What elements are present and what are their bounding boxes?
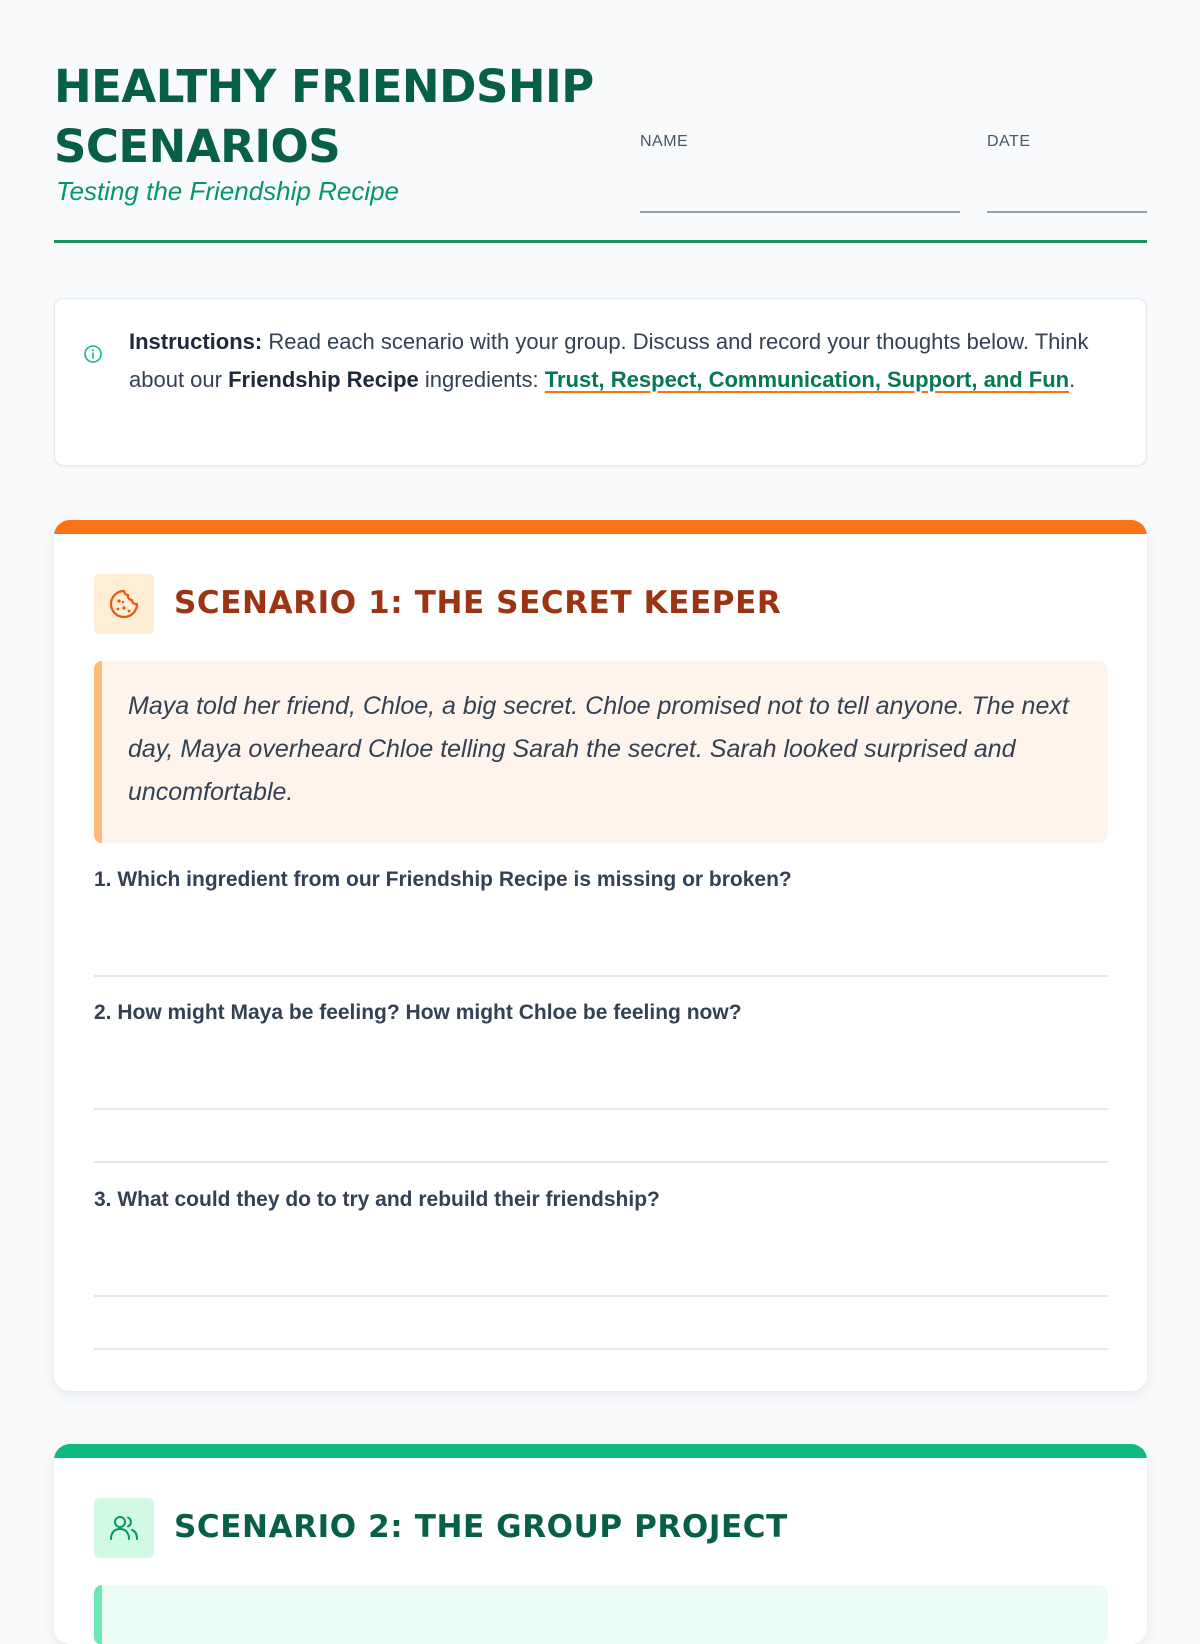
name-field[interactable]: [640, 133, 960, 151]
story-accent-bar: [94, 1585, 102, 1644]
instructions-period: .: [1069, 367, 1076, 392]
scenario-card-1: [54, 520, 1147, 1391]
friendship-recipe-term: Friendship Recipe: [228, 367, 419, 392]
worksheet-header: [54, 0, 1147, 245]
scenario-1-accent-bar: [54, 520, 1147, 534]
scenario-1-story-text: Maya told her friend, Chloe, a big secret. Chloe promised not to tell anyone. The next day, Maya overheard Chloe telling Sarah the secret. Sarah looked surprised and uncomfortable.: [128, 692, 1069, 806]
date-label: DATE: [987, 133, 1031, 150]
date-input-line[interactable]: [987, 211, 1147, 213]
date-field[interactable]: [987, 133, 1147, 151]
instructions-text: [129, 323, 1119, 399]
story-accent-bar: [94, 661, 102, 843]
answer-line-2b[interactable]: [94, 1161, 1108, 1163]
question-3: 3. What could they do to try and rebuild their friendship?: [94, 1188, 660, 1211]
scenario-1-title: SCENARIO 1: THE SECRET KEEPER: [174, 585, 782, 621]
instructions-text-part1: Read each scenario with your group. Discuss and record your thoughts below. Think about our: [129, 329, 1089, 392]
worksheet-page: [54, 0, 1147, 1545]
ingredients-list: Trust, Respect, Communication, Support, and Fun: [544, 367, 1070, 392]
scenario-2-icon-box: [94, 1498, 154, 1558]
header-divider: [54, 240, 1147, 243]
page-title: HEALTHY FRIENDSHIP SCENARIOS: [54, 60, 594, 173]
cookie-icon: [108, 588, 140, 620]
question-1: 1. Which ingredient from our Friendship Recipe is missing or broken?: [94, 868, 792, 891]
instructions-text-part2: ingredients:: [418, 367, 545, 392]
scenario-1-icon-box: [94, 574, 154, 634]
answer-line-2a[interactable]: [94, 1108, 1108, 1110]
page-subtitle: Testing the Friendship Recipe: [56, 176, 400, 206]
answer-line-3b[interactable]: [94, 1348, 1108, 1350]
users-icon: [107, 1511, 141, 1545]
info-icon: [83, 344, 103, 364]
instructions-box: [54, 298, 1147, 466]
scenario-2-story: [94, 1585, 1108, 1644]
instructions-lead: Instructions:: [129, 329, 263, 354]
answer-line-1a[interactable]: [94, 975, 1108, 977]
name-label: NAME: [640, 133, 689, 150]
scenario-card-2: [54, 1444, 1147, 1644]
answer-line-3a[interactable]: [94, 1295, 1108, 1297]
scenario-2-accent-bar: [54, 1444, 1147, 1458]
question-2: 2. How might Maya be feeling? How might Chloe be feeling now?: [94, 1001, 742, 1024]
scenario-1-story: [94, 661, 1108, 843]
scenario-2-title: SCENARIO 2: THE GROUP PROJECT: [174, 1509, 788, 1545]
name-input-line[interactable]: [640, 211, 960, 213]
